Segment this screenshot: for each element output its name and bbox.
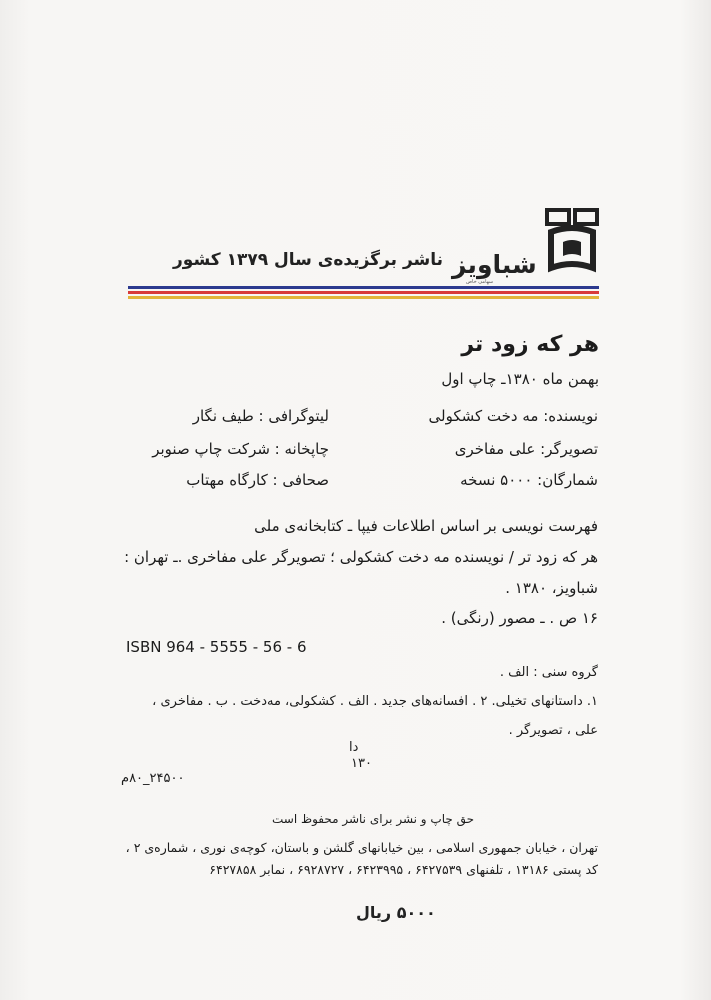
award-line: ناشر برگزیده‌ی سال ۱۳۷۹ کشور <box>173 250 443 270</box>
stripe-blue <box>128 286 599 289</box>
stripe-red <box>128 291 599 294</box>
isbn-number: ISBN 964 - 5555 - 56 - 6 <box>126 638 307 656</box>
subjects-line-2: علی ، تصویرگر . <box>508 723 598 738</box>
illustrator-credit: تصویرگر: علی مفاخری <box>454 440 598 458</box>
library-code: ۲۴۵۰۰_۸۰م <box>121 771 185 786</box>
subjects-line-1: ۱. داستانهای تخیلی. ۲ . افسانه‌های جدید . الف . کشکولی، مه‌دخت . ب . مفاخری ، <box>152 694 598 709</box>
rights-notice: حق چاپ و نشر برای ناشر محفوظ است <box>272 812 475 826</box>
class-number: دا <box>349 740 359 755</box>
publisher-tagline: سهامی خاص <box>466 279 494 285</box>
printing-house-credit: چاپخانه : شرکت چاپ صنوبر <box>152 440 329 458</box>
publisher-brand: شباویز <box>452 250 537 279</box>
edition-line: بهمن ماه ۱۳۸۰ـ چاپ اول <box>441 370 599 388</box>
cip-heading: فهرست نویسی بر اساس اطلاعات فیپا ـ کتابخانه‌ی ملی <box>254 517 598 535</box>
address-line-2: کد پستی ۱۳۱۸۶ ، تلفنهای ۶۴۲۷۵۳۹ ، ۶۴۲۳۹۹۵ ، ۶۹۲۸۷۲۷ ، نمابر ۶۴۲۷۸۵۸ <box>209 862 598 877</box>
lithography-credit: لیتوگرافی : طیف نگار <box>192 407 329 425</box>
stripe-yellow <box>128 296 599 299</box>
binding-credit: صحافی : کارگاه مهتاب <box>186 471 329 489</box>
book-title: هر که زود تر <box>461 332 599 357</box>
author-credit: نویسنده: مه دخت کشکولی <box>428 407 598 425</box>
age-group: گروه سنی : الف . <box>499 665 598 680</box>
print-run-credit: شمارگان: ۵۰۰۰ نسخه <box>460 471 598 489</box>
address-line-1: تهران ، خیابان جمهوری اسلامی ، بین خیابانهای گلشن و باستان، کوچه‌ی نوری ، شماره‌ی ۲ ، <box>125 840 598 855</box>
cip-line-1: هر که زود تر / نویسنده مه دخت کشکولی ؛ تصویرگر علی مفاخری .ـ تهران : <box>124 548 598 566</box>
publisher-logo-icon <box>545 208 600 278</box>
class-year: ۱۳۰ <box>351 756 372 771</box>
cip-line-3: ۱۶ ص . ـ مصور (رنگی) . <box>441 609 598 627</box>
cip-line-2: شباویز، ۱۳۸۰ . <box>505 579 598 597</box>
price-label: ۵۰۰۰ ریال <box>356 903 436 922</box>
